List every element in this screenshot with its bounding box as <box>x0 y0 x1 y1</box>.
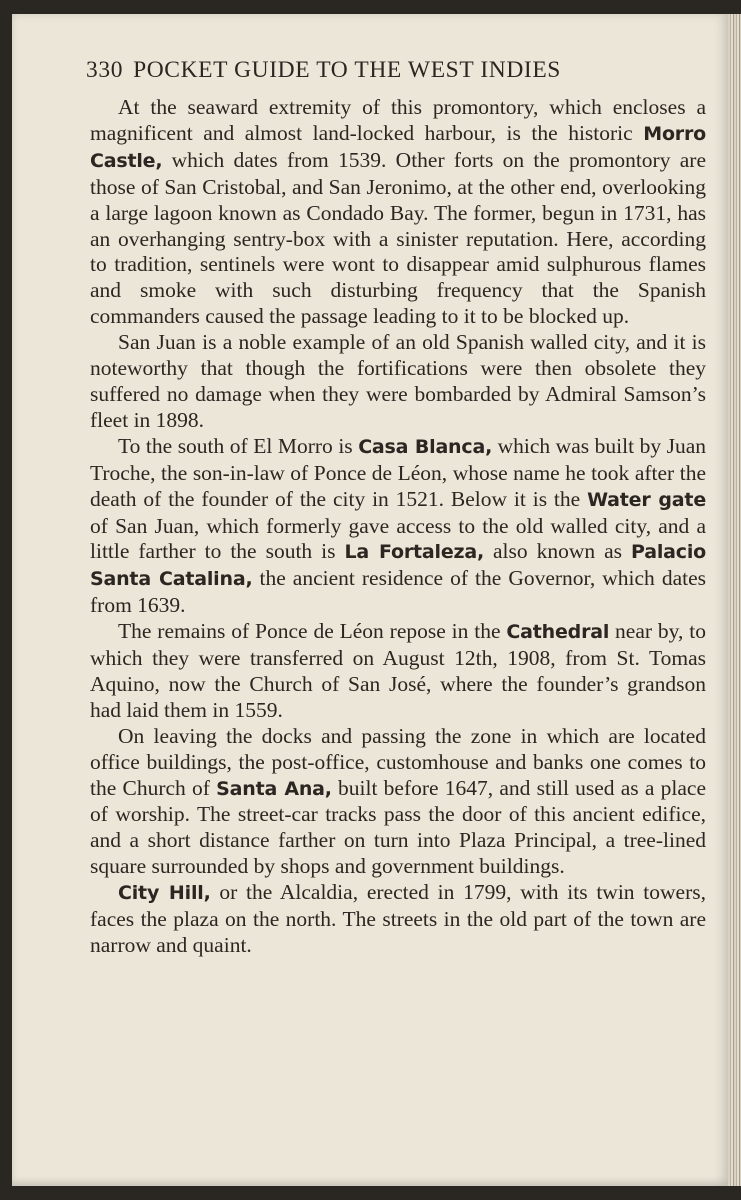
paragraph-santa-ana <box>90 724 706 880</box>
text-run: To the south of El Morro is <box>118 433 359 458</box>
text-run: or the Alcaldia, erected in 1799, with its twin towers, faces the plaza on the north. The streets in the old part of the town are narrow and quaint. <box>90 880 707 957</box>
text-run: which was built by Juan Troche, the son-in-law of Ponce de Léon, whose name he took after the death of the founder of the city in 1521. Below it is the <box>90 433 707 511</box>
paragraph-city-hill <box>90 880 706 959</box>
text-run: The remains of Ponce de Léon repose in the <box>118 619 507 644</box>
text-run: near by, to which they were transferred on August 12th, 1908, from St. Tomas Aquino, now the Church of San José, where the founder’s grandson had laid them in 1559. <box>90 619 706 722</box>
bold-term-la-fortaleza: La Fortaleza, <box>344 541 485 564</box>
text-run: of San Juan, which formerly gave access to the old walled city, and a little farther to the south is <box>90 513 706 564</box>
text-run: At the seaward extremity of this promontory, which encloses a magnificent and almost land-locked harbour, is the historic <box>90 95 706 145</box>
bold-term-cathedral: Cathedral <box>506 621 610 644</box>
text-run: also known as <box>484 539 631 564</box>
paragraph-cathedral <box>90 619 706 724</box>
bold-term-casa-blanca: Casa Blanca, <box>358 435 493 458</box>
bold-term-palacio-santa-catalina: Palacio Santa Catalina, <box>90 541 706 591</box>
paragraph-casa-blanca <box>90 434 706 619</box>
bold-term-morro-castle: Morro Castle, <box>90 122 706 172</box>
bold-term-water-gate: Water gate <box>587 488 706 511</box>
paragraph-morro-castle <box>90 95 706 330</box>
text-run: built before 1647, and still used as a place of worship. The street-car tracks pass the door of this ancient edifice, and a short distance farther on turn into Plaza Principal, a tree-lined square surrounded by shops and government buildings. <box>90 775 707 879</box>
text-run: the ancient residence of the Governor, which dates from 1639. <box>90 566 707 618</box>
body-text <box>90 95 706 959</box>
running-header <box>86 57 686 84</box>
page-edge <box>728 14 741 1186</box>
bold-term-city-hill: City Hill, <box>118 882 211 905</box>
bold-term-santa-ana: Santa Ana, <box>216 777 332 800</box>
page-number: 330 <box>86 57 124 83</box>
running-title: POCKET GUIDE TO THE WEST INDIES <box>133 57 561 83</box>
text-run: which dates from 1539. Other forts on the promontory are those of San Cristobal, and San Jeronimo, at the other end, overlooking a large lagoon known as Condado Bay. The former, begun in 1731, has an overhanging sentry-box with a sinister reputation. Here, according to tradition, sentinels were wont to disappear amid sulphurous flames and smoke with such disturbing frequency that the Spanish commanders caused the passage leading to it to be blocked up. <box>90 147 706 329</box>
paragraph-san-juan: San Juan is a noble example of an old Spanish walled city, and it is noteworthy that though the fortifications were then obsolete they suffered no damage when they were bombarded by Admiral Samson’s fleet in 1898. <box>90 330 706 432</box>
text-run: On leaving the docks and passing the zone in which are located office buildings, the post-office, customhouse and banks one comes to the Church of <box>90 723 706 800</box>
